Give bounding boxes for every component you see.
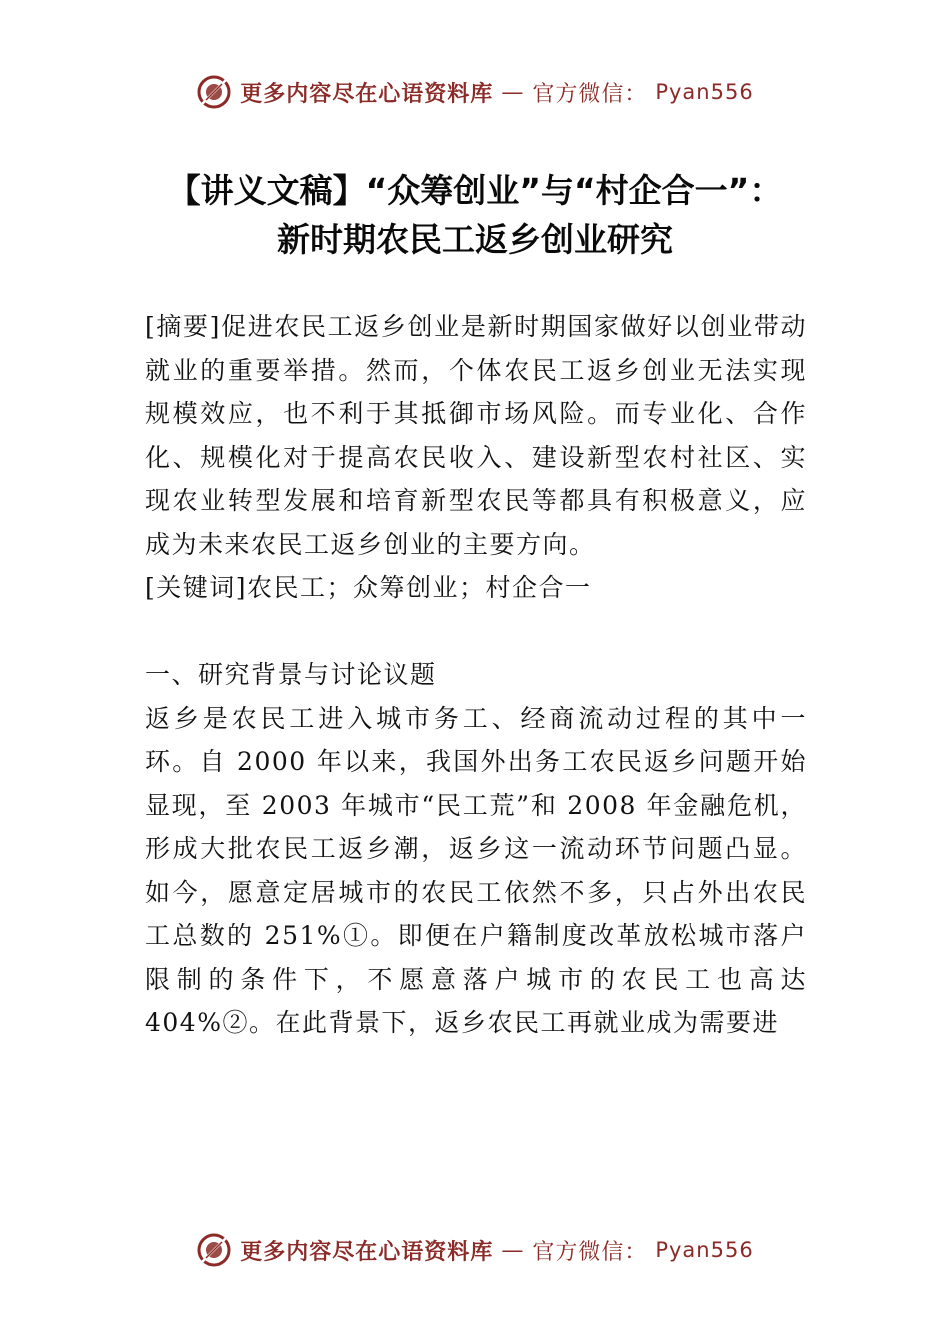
section-paragraph: 返乡是农民工进入城市务工、经商流动过程的其中一环。自 2000 年以来，我国外出务工农民返乡问题开始显现，至 2003 年城市“民工荒”和 2008 年金融危机，形成大批农民工返乡潮，返乡这一流动环节问题凸显。如今，愿意定居城市的农民工依然不多，只占外出农民工总数的 251%①。即便在户籍制度改革放松城市落户限制的条件下，不愿意落户城市的农民工也高达 404%②。在此背景下，返乡农民工再就业成为需要进 <box>145 703 807 1037</box>
watermark-wechat-id: Pyan556 <box>655 80 754 104</box>
watermark-separator: — <box>501 1237 525 1263</box>
watermark-brand: 更多内容尽在心语资料库 <box>240 1238 494 1265</box>
watermark-wechat-label: 官方微信： <box>532 1239 648 1265</box>
watermark-brand: 更多内容尽在心语资料库 <box>240 80 494 107</box>
watermark-wechat-label: 官方微信： <box>532 81 648 107</box>
title-line-2: 新时期农民工返乡创业研究 <box>277 220 673 259</box>
brand-seal-icon <box>196 1232 232 1268</box>
watermark-wechat-id: Pyan556 <box>655 1238 754 1262</box>
document-body <box>145 305 807 1045</box>
section-heading: 一、研究背景与讨论议题 <box>145 660 437 689</box>
abstract-paragraph: [摘要]促进农民工返乡创业是新时期国家做好以创业带动就业的重要举措。然而，个体农民工返乡创业无法实现规模效应，也不利于其抵御市场风险。而专业化、合作化、规模化对于提高农民收入、建设新型农村社区、实现农业转型发展和培育新型农民等都具有积极意义，应成为未来农民工返乡创业的主要方向。 <box>145 312 807 559</box>
title-line-1: 【讲义文稿】“众筹创业”与“村企合一”： <box>167 171 783 210</box>
paragraph-spacer <box>145 610 807 654</box>
watermark-separator: — <box>501 79 525 105</box>
header-watermark <box>0 74 950 110</box>
keywords-line: [关键词]农民工；众筹创业；村企合一 <box>145 573 592 602</box>
document-title <box>100 166 850 264</box>
brand-seal-icon <box>196 74 232 110</box>
footer-watermark <box>0 1232 950 1268</box>
